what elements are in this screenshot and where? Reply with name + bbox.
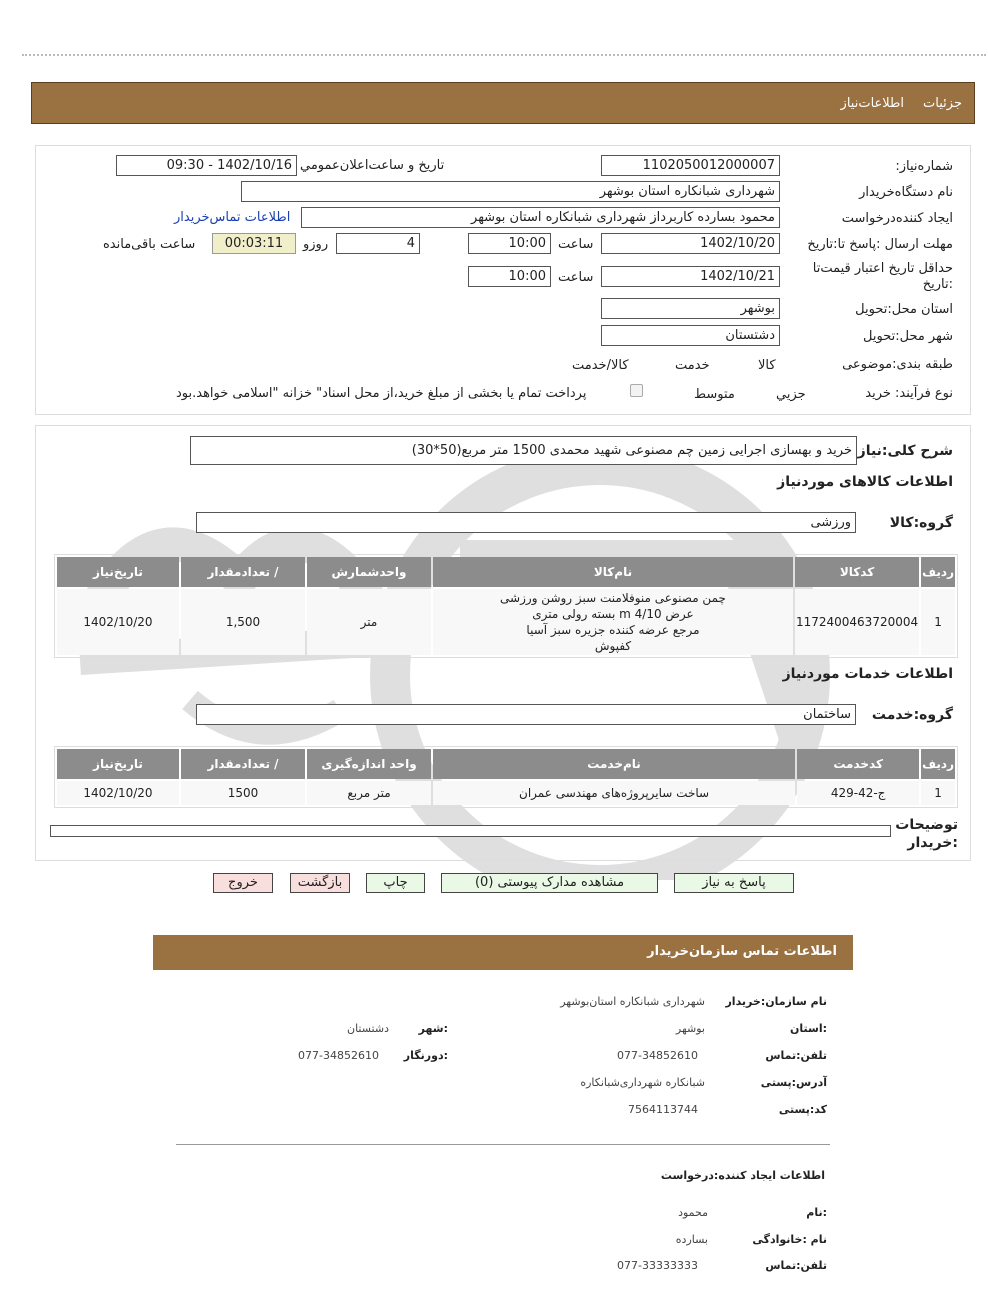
goods-group-field: ورزشی: [196, 512, 856, 533]
deadline-time-label: ساعت: [558, 237, 594, 252]
services-table-wrapper: [54, 746, 958, 808]
services-cell-row: 1: [921, 781, 955, 805]
buyer-org-label: نام دستگاه‌خریدار: [859, 185, 953, 200]
buyer-notes-label: [895, 816, 958, 852]
header-tab-bar: [31, 82, 975, 124]
goods-col-unit: واحدشمارش: [307, 557, 431, 587]
contact-org-label: نام سازمان:خریدار: [725, 995, 827, 1008]
contact-postal-value: 7564113744: [628, 1103, 698, 1116]
goods-col-code: کدکالا: [795, 557, 919, 587]
city-label: شهر محل:تحویل: [863, 329, 953, 344]
goods-section-title: اطلاعات کالاهای موردنیاز: [777, 474, 953, 490]
contact-phone-label: تلفن:تماس: [765, 1049, 827, 1062]
contact-address-value: شبانکاره شهرداری‌شبانکاره: [580, 1076, 705, 1089]
goods-table-wrapper: [54, 554, 958, 658]
table-row: [57, 589, 955, 655]
contact-province-value: بوشهر: [675, 1022, 705, 1035]
services-group-field: ساختمان: [196, 704, 856, 725]
province-field: بوشهر: [601, 298, 780, 319]
creator-phone-value: 077-33333333: [617, 1259, 698, 1272]
goods-cell-row: 1: [921, 589, 955, 655]
contact-fax-label: :دورنگار: [403, 1049, 448, 1062]
services-col-date: تاریخ‌نیاز: [57, 749, 179, 779]
process-medium-label: متوسط: [694, 387, 735, 402]
remaining-timer: 00:03:11: [212, 233, 296, 254]
exit-button[interactable]: خروج: [213, 873, 273, 893]
goods-cell-date: 1402/10/20: [57, 589, 179, 655]
deadline-time-field: 10:00: [468, 233, 551, 254]
print-button[interactable]: چاپ: [366, 873, 425, 893]
services-col-qty: / تعدادمقدار: [181, 749, 305, 779]
province-label: استان محل:تحویل: [855, 302, 953, 317]
services-group-label: گروه:خدمت: [871, 707, 953, 723]
view-documents-button[interactable]: مشاهده مدارک پیوستی (0): [441, 873, 658, 893]
services-table: [55, 747, 957, 807]
category-service-label: خدمت: [675, 358, 710, 373]
services-cell-qty: 1500: [181, 781, 305, 805]
contact-header: [153, 935, 853, 970]
contact-fax-value: 077-34852610: [298, 1049, 379, 1062]
contact-org-value: شهرداری شبانکاره استان‌بوشهر: [560, 995, 705, 1008]
buyer-org-field: شهرداری شبانکاره استان بوشهر: [241, 181, 780, 202]
buyer-notes-field: [50, 825, 891, 837]
creator-name-value: محمود: [678, 1206, 708, 1219]
summary-field: خرید و بهسازی اجرایی زمین چم مصنوعی شهید محمدی 1500 متر مربع(50*30): [190, 436, 857, 465]
services-cell-code: ج-42-429: [797, 781, 919, 805]
services-col-unit: واحد اندازه‌گیری: [307, 749, 431, 779]
reply-button[interactable]: پاسخ به نیاز: [674, 873, 794, 893]
goods-name-line: کفپوش: [594, 639, 632, 653]
goods-table: [55, 555, 957, 657]
contact-city-value: دشتستان: [347, 1022, 389, 1035]
goods-group-label: گروه:کالا: [889, 515, 953, 531]
need-number-label: شماره‌نیاز:: [895, 159, 953, 174]
validity-label: حداقل تاریخ اعتبار قیمت‌تا :تاریخ: [812, 261, 953, 292]
services-col-name: نام‌خدمت: [433, 749, 795, 779]
need-number-field: 1102050012000007: [601, 155, 780, 176]
category-both-label: کالا/خدمت: [572, 358, 629, 373]
services-section-title: اطلاعات خدمات موردنیاز: [782, 666, 953, 682]
goods-col-name: نام‌کالا: [433, 557, 793, 587]
summary-label: شرح کلی:نیاز: [857, 443, 953, 459]
contact-province-label: :استان: [790, 1022, 827, 1035]
contact-address-label: آدرس:پستی: [760, 1076, 827, 1089]
days-label: روزو: [303, 237, 329, 252]
city-field: دشتستان: [601, 325, 780, 346]
category-goods-label: کالا: [758, 358, 776, 373]
goods-cell-qty: 1,500: [181, 589, 305, 655]
creator-info-title: اطلاعات ایجاد کننده:درخواست: [660, 1169, 825, 1182]
goods-name-line: مرجع عرضه کننده جزیره سبز آسیا: [526, 623, 700, 637]
creator-label: ایجاد کننده‌درخواست: [841, 211, 953, 226]
creator-name-label: :نام: [806, 1206, 827, 1219]
services-col-code: کدخدمت: [797, 749, 919, 779]
validity-time-field: 10:00: [468, 266, 551, 287]
goods-name-line: عرض 4/10 m بسته رولی متری: [532, 607, 694, 621]
remaining-label: ساعت باقی‌مانده: [103, 237, 196, 252]
contact-divider: [176, 1144, 830, 1145]
creator-phone-label: تلفن:تماس: [765, 1259, 827, 1272]
buyer-notes-label-line1: توضیحات: [895, 817, 958, 833]
goods-col-row: ردیف: [921, 557, 955, 587]
goods-name-line: چمن مصنوعی منوفلامنت سبز روشن ورزشی: [500, 591, 726, 605]
services-cell-unit: متر مربع: [307, 781, 431, 805]
services-cell-name: ساخت سایرپروژه‌های مهندسی عمران: [433, 781, 795, 805]
goods-cell-name: [433, 589, 793, 655]
validity-date-field: 1402/10/21: [601, 266, 780, 287]
goods-cell-code: 1172400463720004: [795, 589, 919, 655]
deadline-date-field: 1402/10/20: [601, 233, 780, 254]
dotted-separator: [22, 54, 986, 56]
creator-family-label: نام :خانوادگی: [752, 1233, 827, 1246]
days-field: 4: [336, 233, 420, 254]
contact-postal-label: کد:پستی: [778, 1103, 827, 1116]
process-label: نوع فرآیند: خرید: [865, 386, 953, 401]
validity-time-label: ساعت: [558, 270, 594, 285]
creator-field: محمود بسارده کاربرداز شهرداری شبانکاره استان بوشهر: [301, 207, 780, 228]
tab-details[interactable]: جزئیات: [923, 96, 962, 111]
services-col-row: ردیف: [921, 749, 955, 779]
back-button[interactable]: بازگشت: [290, 873, 350, 893]
goods-cell-unit: متر: [307, 589, 431, 655]
tab-need-info[interactable]: اطلاعات‌نیاز: [840, 96, 904, 111]
treasury-payment-checkbox[interactable]: [630, 384, 643, 397]
deadline-label: مهلت ارسال :پاسخ تا:تاریخ: [807, 237, 953, 252]
announce-date-field: 1402/10/16 - 09:30: [116, 155, 297, 176]
goods-col-date: تاریخ‌نیاز: [57, 557, 179, 587]
buyer-notes-label-line2: :خریدار: [907, 835, 958, 851]
announce-label: تاریخ و ساعت‌اعلان‌عمومي: [300, 158, 445, 173]
buyer-contact-link[interactable]: اطلاعات تماس‌خریدار: [174, 210, 291, 225]
creator-family-value: بسارده: [675, 1233, 708, 1246]
services-cell-date: 1402/10/20: [57, 781, 179, 805]
category-label: طبقه بندی:موضوعی: [842, 357, 953, 372]
contact-city-label: :شهر: [418, 1022, 448, 1035]
process-partial-label: جزیي: [776, 387, 806, 402]
goods-col-qty: / تعدادمقدار: [181, 557, 305, 587]
table-row: [57, 781, 955, 805]
contact-title: اطلاعات تماس سازمان‌خریدار: [647, 944, 837, 959]
treasury-payment-note: پرداخت تمام یا بخشی از مبلغ خرید،از محل اسناد" خزانه "اسلامی خواهد.بود: [176, 386, 587, 401]
contact-phone-value: 077-34852610: [617, 1049, 698, 1062]
